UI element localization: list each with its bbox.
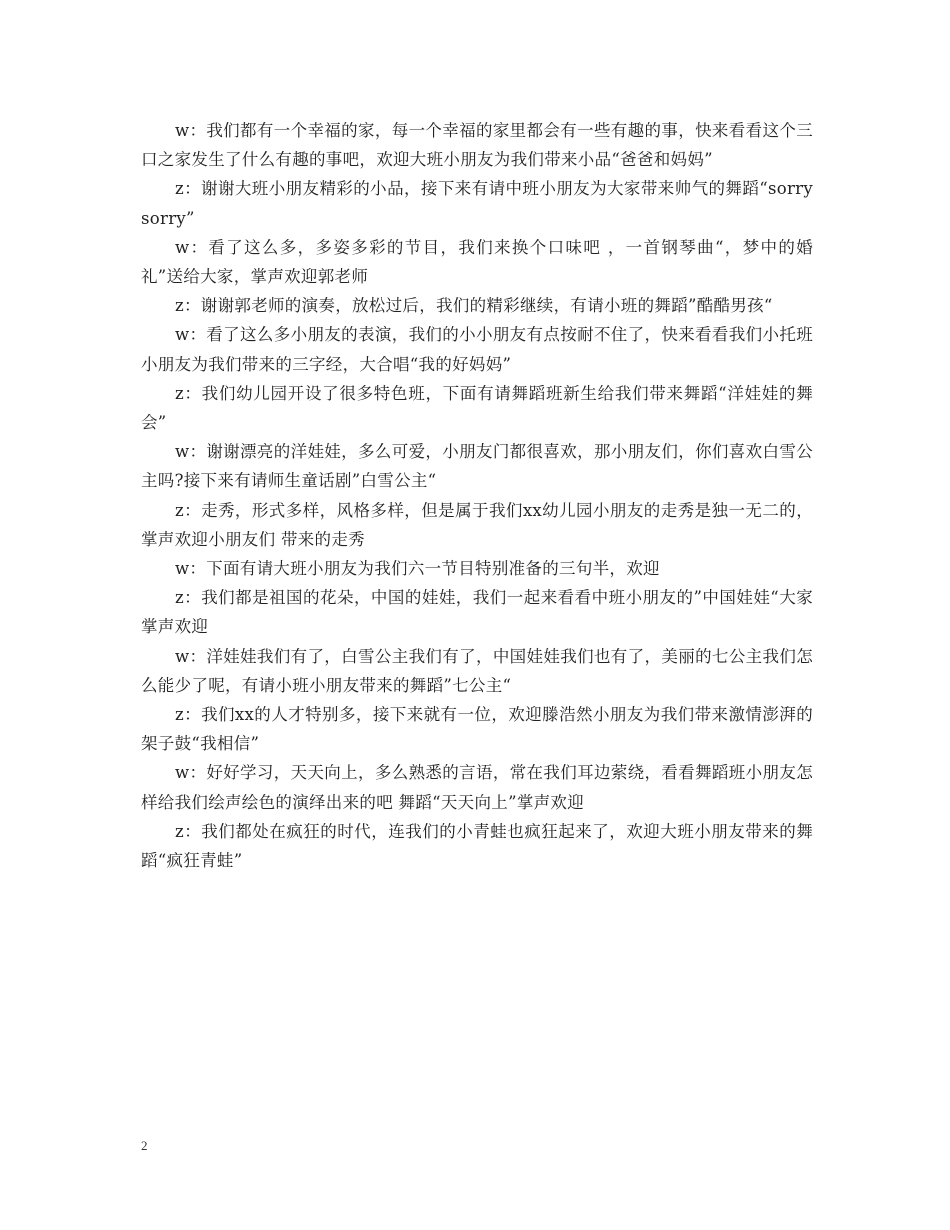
dialogue-paragraph: w：谢谢漂亮的洋娃娃，多么可爱，小朋友门都很喜欢，那小朋友们，你们喜欢白雪公主吗?接下来有请师生童话剧”白雪公主“ bbox=[141, 442, 813, 491]
dialogue-paragraph: w：下面有请大班小朋友为我们六一节目特别准备的三句半，欢迎 bbox=[175, 559, 660, 579]
dialogue-paragraph: w：看了这么多小朋友的表演，我们的小小朋友有点按耐不住了，快来看看我们小托班小朋友为我们带来的三字经，大合唱“我的好妈妈” bbox=[141, 325, 813, 374]
dialogue-paragraph: z：我们xx的人才特别多，接下来就有一位，欢迎滕浩然小朋友为我们带来激情澎湃的架子鼓“我相信” bbox=[141, 705, 813, 754]
dialogue-paragraph: z：我们都处在疯狂的时代，连我们的小青蛙也疯狂起来了，欢迎大班小朋友带来的舞蹈“疯狂青蛙” bbox=[141, 821, 813, 871]
dialogue-paragraph: z：谢谢郭老师的演奏，放松过后，我们的精彩继续，有请小班的舞蹈”酷酷男孩“ bbox=[175, 296, 773, 316]
dialogue-paragraph: z：我们都是祖国的花朵，中国的娃娃，我们一起来看看中班小朋友的”中国娃娃“大家掌声欢迎 bbox=[141, 588, 813, 637]
dialogue-paragraph: w：看了这么多，多姿多彩的节目，我们来换个口味吧 ，一首钢琴曲“，梦中的婚礼”送给大家，掌声欢迎郭老师 bbox=[141, 237, 813, 287]
dialogue-paragraph: w：好好学习，天天向上，多么熟悉的言语，常在我们耳边萦绕，看看舞蹈班小朋友怎样给我们绘声绘色的演绎出来的吧 舞蹈“天天向上”掌声欢迎 bbox=[141, 763, 813, 812]
page-number: 2 bbox=[141, 1138, 148, 1153]
dialogue-paragraph: w：洋娃娃我们有了，白雪公主我们有了，中国娃娃我们也有了，美丽的七公主我们怎么能少了呢，有请小班小朋友带来的舞蹈”七公主“ bbox=[141, 646, 813, 695]
dialogue-paragraph: z：谢谢大班小朋友精彩的小品，接下来有请中班小朋友为大家带来帅气的舞蹈“sorry sorry” bbox=[141, 179, 813, 228]
dialogue-paragraph: w：我们都有一个幸福的家，每一个幸福的家里都会有一些有趣的事，快来看看这个三口之家发生了什么有趣的事吧，欢迎大班小朋友为我们带来小品“爸爸和妈妈” bbox=[141, 121, 813, 170]
dialogue-paragraph: z：我们幼儿园开设了很多特色班，下面有请舞蹈班新生给我们带来舞蹈“洋娃娃的舞会” bbox=[141, 383, 813, 433]
document-body bbox=[141, 116, 813, 875]
dialogue-paragraph: z：走秀，形式多样，风格多样，但是属于我们xx幼儿园小朋友的走秀是独一无二的，掌声欢迎小朋友们 带来的走秀 bbox=[141, 500, 813, 549]
